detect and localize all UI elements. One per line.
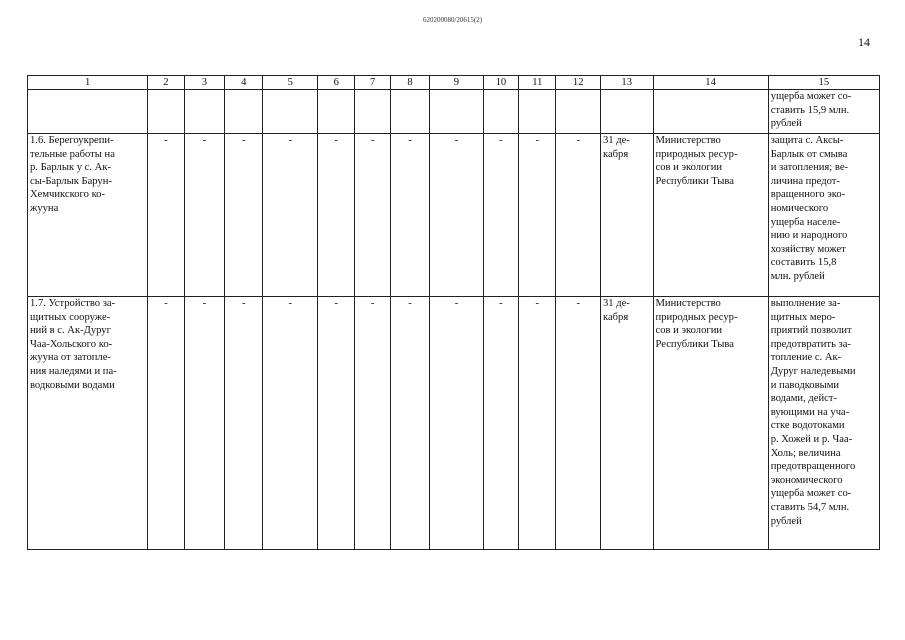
cell [318, 90, 355, 134]
value-cell: - [430, 297, 484, 550]
header-col-11: 11 [519, 76, 556, 90]
cell [263, 90, 318, 134]
cell [653, 90, 768, 134]
deadline-cell: 31 де- кабря [600, 297, 653, 550]
measure-name-cell: 1.7. Устройство за- щитных сооруже- ний в с. Ак-Дуруг Чаа-Хольского ко- жууна от затопле- ния наледями и па- водковыми водами [28, 297, 148, 550]
value-cell: - [184, 134, 224, 297]
document-id: 620200080/20615(2) [422, 16, 483, 24]
header-col-8: 8 [390, 76, 429, 90]
value-cell: - [318, 297, 355, 550]
cell [390, 90, 429, 134]
value-cell: - [225, 134, 263, 297]
result-cell: защита с. Аксы- Барлык от смыва и затопления; ве- личина предот- вращенного эко- номического ущерба населе- нию и народного хозяйству может составить 15,8 млн. рублей [768, 134, 879, 297]
cell [600, 90, 653, 134]
continuation-row [28, 90, 880, 134]
header-col-1: 1 [28, 76, 148, 90]
value-cell: - [148, 134, 184, 297]
value-cell: - [148, 297, 184, 550]
executor-cell: Министерство природных ресур- сов и экологии Республики Тыва [653, 297, 768, 550]
value-cell: - [263, 134, 318, 297]
table-row-1-6 [28, 134, 880, 297]
header-col-9: 9 [430, 76, 484, 90]
header-col-5: 5 [263, 76, 318, 90]
executor-cell: Министерство природных ресур- сов и экологии Республики Тыва [653, 134, 768, 297]
header-col-2: 2 [148, 76, 184, 90]
measures-table [27, 75, 880, 550]
value-cell: - [355, 297, 390, 550]
header-col-4: 4 [225, 76, 263, 90]
cell [430, 90, 484, 134]
value-cell: - [355, 134, 390, 297]
header-col-3: 3 [184, 76, 224, 90]
value-cell: - [556, 134, 600, 297]
header-col-13: 13 [600, 76, 653, 90]
value-cell: - [390, 134, 429, 297]
header-row [28, 76, 880, 90]
header-col-6: 6 [318, 76, 355, 90]
table-row-1-7 [28, 297, 880, 550]
value-cell: - [184, 297, 224, 550]
deadline-cell: 31 де- кабря [600, 134, 653, 297]
header-col-15: 15 [768, 76, 879, 90]
value-cell: - [318, 134, 355, 297]
page-number: 14 [858, 35, 870, 49]
cell [28, 90, 148, 134]
cell [556, 90, 600, 134]
cell [483, 90, 518, 134]
cell [148, 90, 184, 134]
header-col-14: 14 [653, 76, 768, 90]
value-cell: - [483, 297, 518, 550]
value-cell: - [556, 297, 600, 550]
measure-name-cell: 1.6. Берегоукрепи- тельные работы на р. Барлык у с. Ак- сы-Барлык Барун- Хемчикского ко- жууна [28, 134, 148, 297]
cell [519, 90, 556, 134]
header-col-7: 7 [355, 76, 390, 90]
value-cell: - [519, 134, 556, 297]
value-cell: - [225, 297, 263, 550]
value-cell: - [483, 134, 518, 297]
value-cell: - [519, 297, 556, 550]
cell [355, 90, 390, 134]
result-cell: выполнение за- щитных меро- приятий позволит предотвратить за- топление с. Ак- Дуруг наледевыми и паводковыми водами, дейст- вующими на уча- стке водотоками р. Хожей и р. Чаа- Холь; величина предотвращенного экономического ущерба может со- ставить 54,7 млн. рублей [768, 297, 879, 550]
header-col-12: 12 [556, 76, 600, 90]
header-col-10: 10 [483, 76, 518, 90]
value-cell: - [263, 297, 318, 550]
value-cell: - [430, 134, 484, 297]
cell [184, 90, 224, 134]
result-cell: ущерба может со- ставить 15,9 млн. рублей [768, 90, 879, 134]
value-cell: - [390, 297, 429, 550]
cell [225, 90, 263, 134]
